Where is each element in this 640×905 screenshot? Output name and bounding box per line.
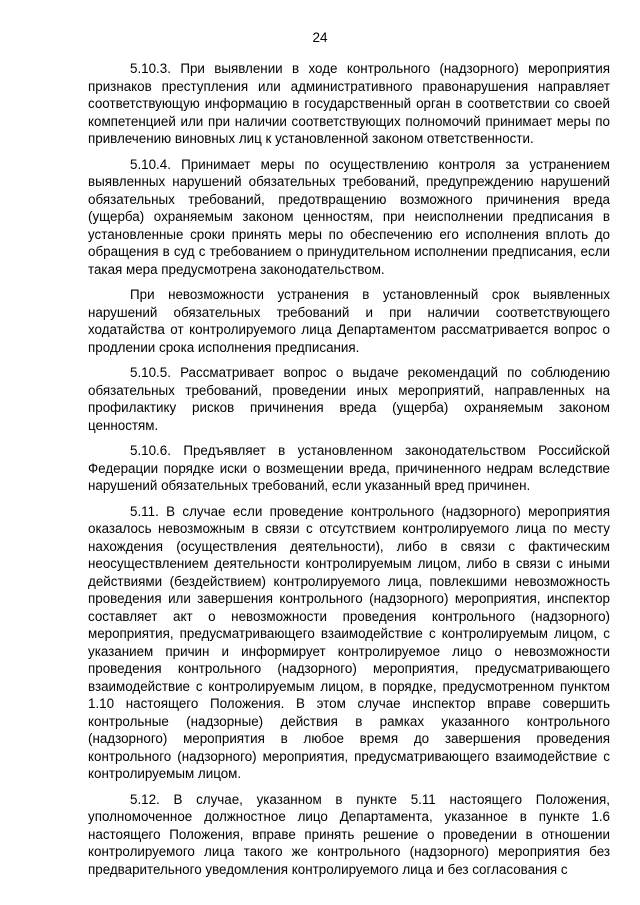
- paragraph-5-10-5: 5.10.5. Рассматривает вопрос о выдаче рекомендаций по соблюдению обязательных требований, проведении иных мероприятий, направленных на профилактику рисков причинения вреда (ущерба) охраняемым законом ценностям.: [88, 365, 610, 433]
- page-number: 24: [312, 30, 328, 45]
- paragraph-extension-request: При невозможности устранения в установленный срок выявленных нарушений обязательных требований и при наличии соответствующего ходатайства от контролируемого лица Департаментом рассматривается вопрос о продлении срока исполнения предписания.: [88, 287, 610, 355]
- paragraph-5-12: 5.12. В случае, указанном в пункте 5.11 настоящего Положения, уполномоченное должностное лицо Департамента, указанное в пункте 1.6 настоящего Положения, вправе принять решение о проведении в отношении контролируемого лица такого же контрольного (надзорного) мероприятия без предварительного уведомления контролируемого лица и без согласования с: [88, 791, 610, 877]
- paragraph-5-10-3: 5.10.3. При выявлении в ходе контрольного (надзорного) мероприятия признаков преступления или административного правонарушения направляет соответствующую информацию в государственный орган в соответствии со своей компетенцией или при наличии соответствующих полномочий принимает меры по привлечению виновных лиц к установленной законом ответственности.: [88, 61, 610, 146]
- paragraph-5-10-6: 5.10.6. Предъявляет в установленном законодательством Российской Федерации порядке иски о возмещении вреда, причиненного недрам вследствие нарушений обязательных требований, если указанный вред причинен.: [88, 443, 610, 493]
- paragraph-5-10-4: 5.10.4. Принимает меры по осуществлению контроля за устранением выявленных нарушений обязательных требований, предупреждению нарушений обязательных требований, предотвращению возможного причинения вреда (ущерба) охраняемым законом ценностям, при неисполнении предписания в установленные сроки принять меры по обеспечению его исполнения вплоть до обращения в суд с требованием о принудительном исполнении предписания, если такая мера предусмотрена законодательством.: [88, 156, 610, 277]
- paragraph-5-11: 5.11. В случае если проведение контрольного (надзорного) мероприятия оказалось невозможным в связи с отсутствием контролируемого лица по месту нахождения (осуществления деятельности), либо в связи с фактическим неосуществлением деятельности контролируемым лицом, либо в связи с иными действиями (бездействием) контролируемого лица, повлекшими невозможность проведения или завершения контрольного (надзорного) мероприятия, инспектор составляет акт о невозможности проведения контрольного (надзорного) мероприятия, предусматривающего взаимодействие с контролируемым лицом, с указанием причин и информирует контролируемое лицо о невозможности проведения контрольного (надзорного) мероприятия, предусматривающего взаимодействие с контролируемым лицом, в порядке, предусмотренном пунктом 1.10 настоящего Положения. В этом случае инспектор вправе совершить контрольные (надзорные) действия в рамках указанного контрольного (надзорного) мероприятия в любое время до завершения проведения контрольного (надзорного) мероприятия, предусматривающего взаимодействие с контролируемым лицом.: [88, 503, 610, 781]
- document-body: [88, 60, 610, 886]
